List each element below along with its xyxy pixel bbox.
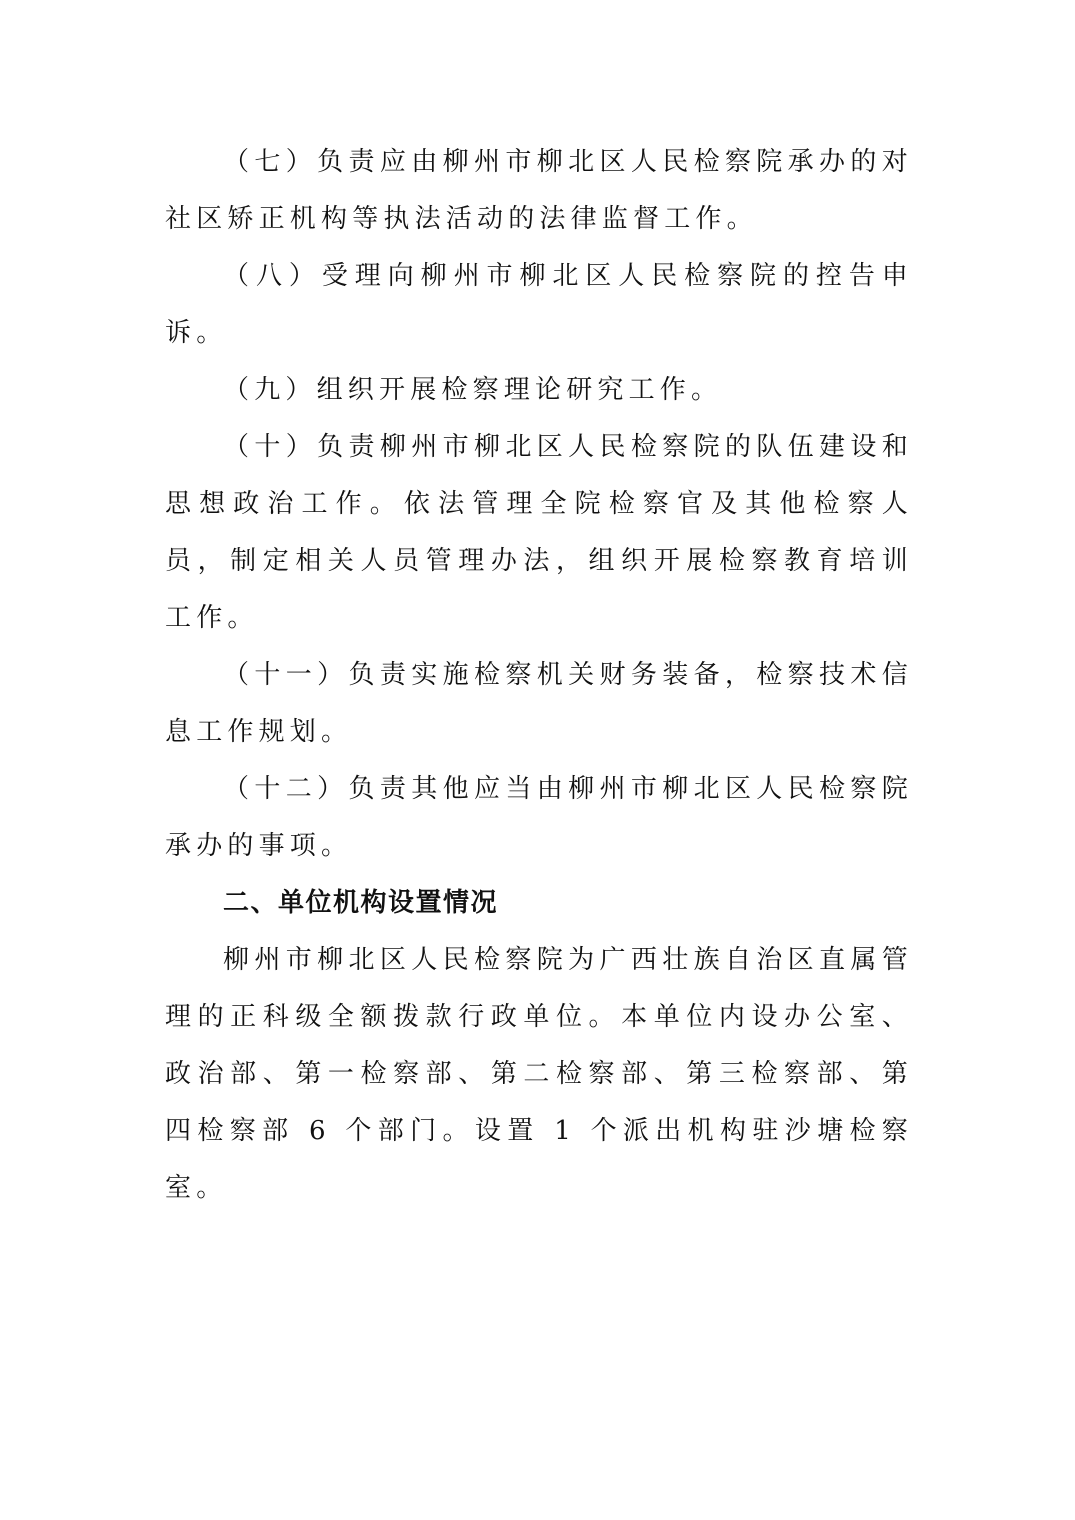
duty-item-10: （十）负责柳州市柳北区人民检察院的队伍建设和思想政治工作。依法管理全院检察官及其他检察人员，制定相关人员管理办法，组织开展检察教育培训工作。: [165, 432, 913, 633]
duty-item-11: （十一）负责实施检察机关财务装备，检察技术信息工作规划。: [165, 660, 913, 747]
section-body: 柳州市柳北区人民检察院为广西壮族自治区直属管理的正科级全额拨款行政单位。本单位内设办公室、政治部、第一检察部、第二检察部、第三检察部、第四检察部 6 个部门。设置 1 个派出机构驻沙塘检察室。: [165, 945, 913, 1203]
duty-item-8: （八）受理向柳州市柳北区人民检察院的控告申诉。: [165, 261, 913, 348]
duty-item-12: （十二）负责其他应当由柳州市柳北区人民检察院承办的事项。: [165, 774, 913, 861]
section-heading: 二、单位机构设置情况: [223, 888, 499, 918]
duty-item-7: （七）负责应由柳州市柳北区人民检察院承办的对社区矫正机构等执法活动的法律监督工作。: [165, 147, 913, 234]
duty-item-9: （九）组织开展检察理论研究工作。: [223, 375, 723, 405]
document-body: [165, 134, 913, 1217]
